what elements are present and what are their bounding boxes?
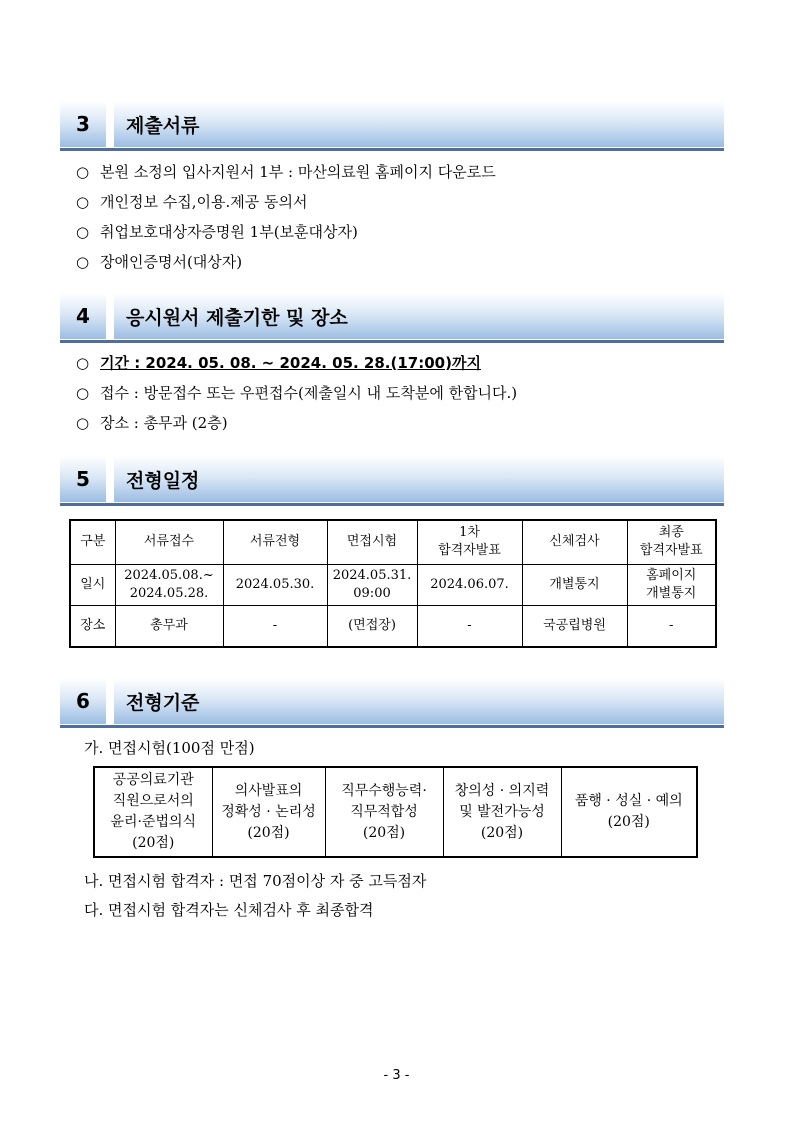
table-cell: 2024.05.31. 09:00 <box>327 564 417 605</box>
table-cell: 의사발표의 정확성 · 논리성 (20점) <box>212 767 325 857</box>
section-header-6 <box>60 678 724 728</box>
bullet-mark: ○ <box>76 163 90 181</box>
table-cell: 품행 · 성실 · 예의 (20점) <box>561 767 697 857</box>
bullet-mark: ○ <box>76 384 90 402</box>
section-header-5 <box>60 456 724 506</box>
bullet-mark: ○ <box>76 354 90 372</box>
table-cell: 공공의료기관 직원으로서의 윤리·준법의식 (20점) <box>94 767 212 857</box>
section-number: 4 <box>60 293 106 339</box>
table-cell: 개별통지 <box>522 564 627 605</box>
table-cell: - <box>627 605 716 647</box>
table-cell: 2024.05.30. <box>223 564 327 605</box>
table-cell: (면접장) <box>327 605 417 647</box>
table-header-cell: 서류전형 <box>223 520 327 564</box>
table-header-cell: 최종 합격자발표 <box>627 520 716 564</box>
table-cell: 2024.05.08.~ 2024.05.28. <box>115 564 223 605</box>
section-title: 전형기준 <box>114 678 724 724</box>
table-row <box>70 605 716 647</box>
deadline-period: ○ 기간 : 2024. 05. 08. ~ 2024. 05. 28.(17:00)까지 <box>76 354 481 372</box>
criteria-table <box>93 766 698 858</box>
table-header-cell: 구분 <box>70 520 115 564</box>
table-cell: 직무수행능력· 직무적합성 (20점) <box>325 767 443 857</box>
table-cell: 일시 <box>70 564 115 605</box>
table-row <box>70 564 716 605</box>
section-title: 응시원서 제출기한 및 장소 <box>114 293 724 339</box>
criteria-item-a: 가. 면접시험(100점 만점) <box>84 739 255 757</box>
table-cell: - <box>417 605 522 647</box>
section-title: 제출서류 <box>114 101 724 147</box>
deadline-method: ○ 접수 : 방문접수 또는 우편접수(제출일시 내 도착분에 한합니다.) <box>76 384 518 402</box>
table-header-cell: 면접시험 <box>327 520 417 564</box>
section-header-3 <box>60 101 724 151</box>
table-cell: - <box>223 605 327 647</box>
table-header-cell: 1차 합격자발표 <box>417 520 522 564</box>
section-number: 6 <box>60 678 106 724</box>
criteria-item-c: 다. 면접시험 합격자는 신체검사 후 최종합격 <box>84 901 374 919</box>
bullet-mark: ○ <box>76 193 90 211</box>
section-rule <box>60 503 724 506</box>
section-number: 3 <box>60 101 106 147</box>
table-cell: 창의성 · 의지력 및 발전가능성 (20점) <box>443 767 561 857</box>
docs-item: ○ 개인정보 수집,이용.제공 동의서 <box>76 193 308 211</box>
section-rule <box>60 725 724 728</box>
schedule-table <box>69 519 717 648</box>
table-cell: 2024.06.07. <box>417 564 522 605</box>
section-rule <box>60 340 724 343</box>
table-cell: 장소 <box>70 605 115 647</box>
bullet-mark: ○ <box>76 223 90 241</box>
docs-item: ○ 장애인증명서(대상자) <box>76 253 243 271</box>
table-cell: 홈페이지 개별통지 <box>627 564 716 605</box>
section-rule <box>60 148 724 151</box>
table-cell: 총무과 <box>115 605 223 647</box>
section-title: 전형일정 <box>114 456 724 502</box>
table-row <box>94 767 697 857</box>
docs-item: ○ 취업보호대상자증명원 1부(보훈대상자) <box>76 223 358 241</box>
section-header-4 <box>60 293 724 343</box>
table-cell: 국공립병원 <box>522 605 627 647</box>
criteria-item-b: 나. 면접시험 합격자 : 면접 70점이상 자 중 고득점자 <box>84 872 427 890</box>
bullet-mark: ○ <box>76 253 90 271</box>
section-number: 5 <box>60 456 106 502</box>
table-header-cell: 신체검사 <box>522 520 627 564</box>
docs-item: ○ 본원 소정의 입사지원서 1부 : 마산의료원 홈페이지 다운로드 <box>76 163 496 181</box>
bullet-mark: ○ <box>76 414 90 432</box>
page-number: - 3 - <box>383 1068 410 1083</box>
table-header-cell: 서류접수 <box>115 520 223 564</box>
table-header-row <box>70 520 716 564</box>
deadline-place: ○ 장소 : 총무과 (2층) <box>76 414 228 432</box>
